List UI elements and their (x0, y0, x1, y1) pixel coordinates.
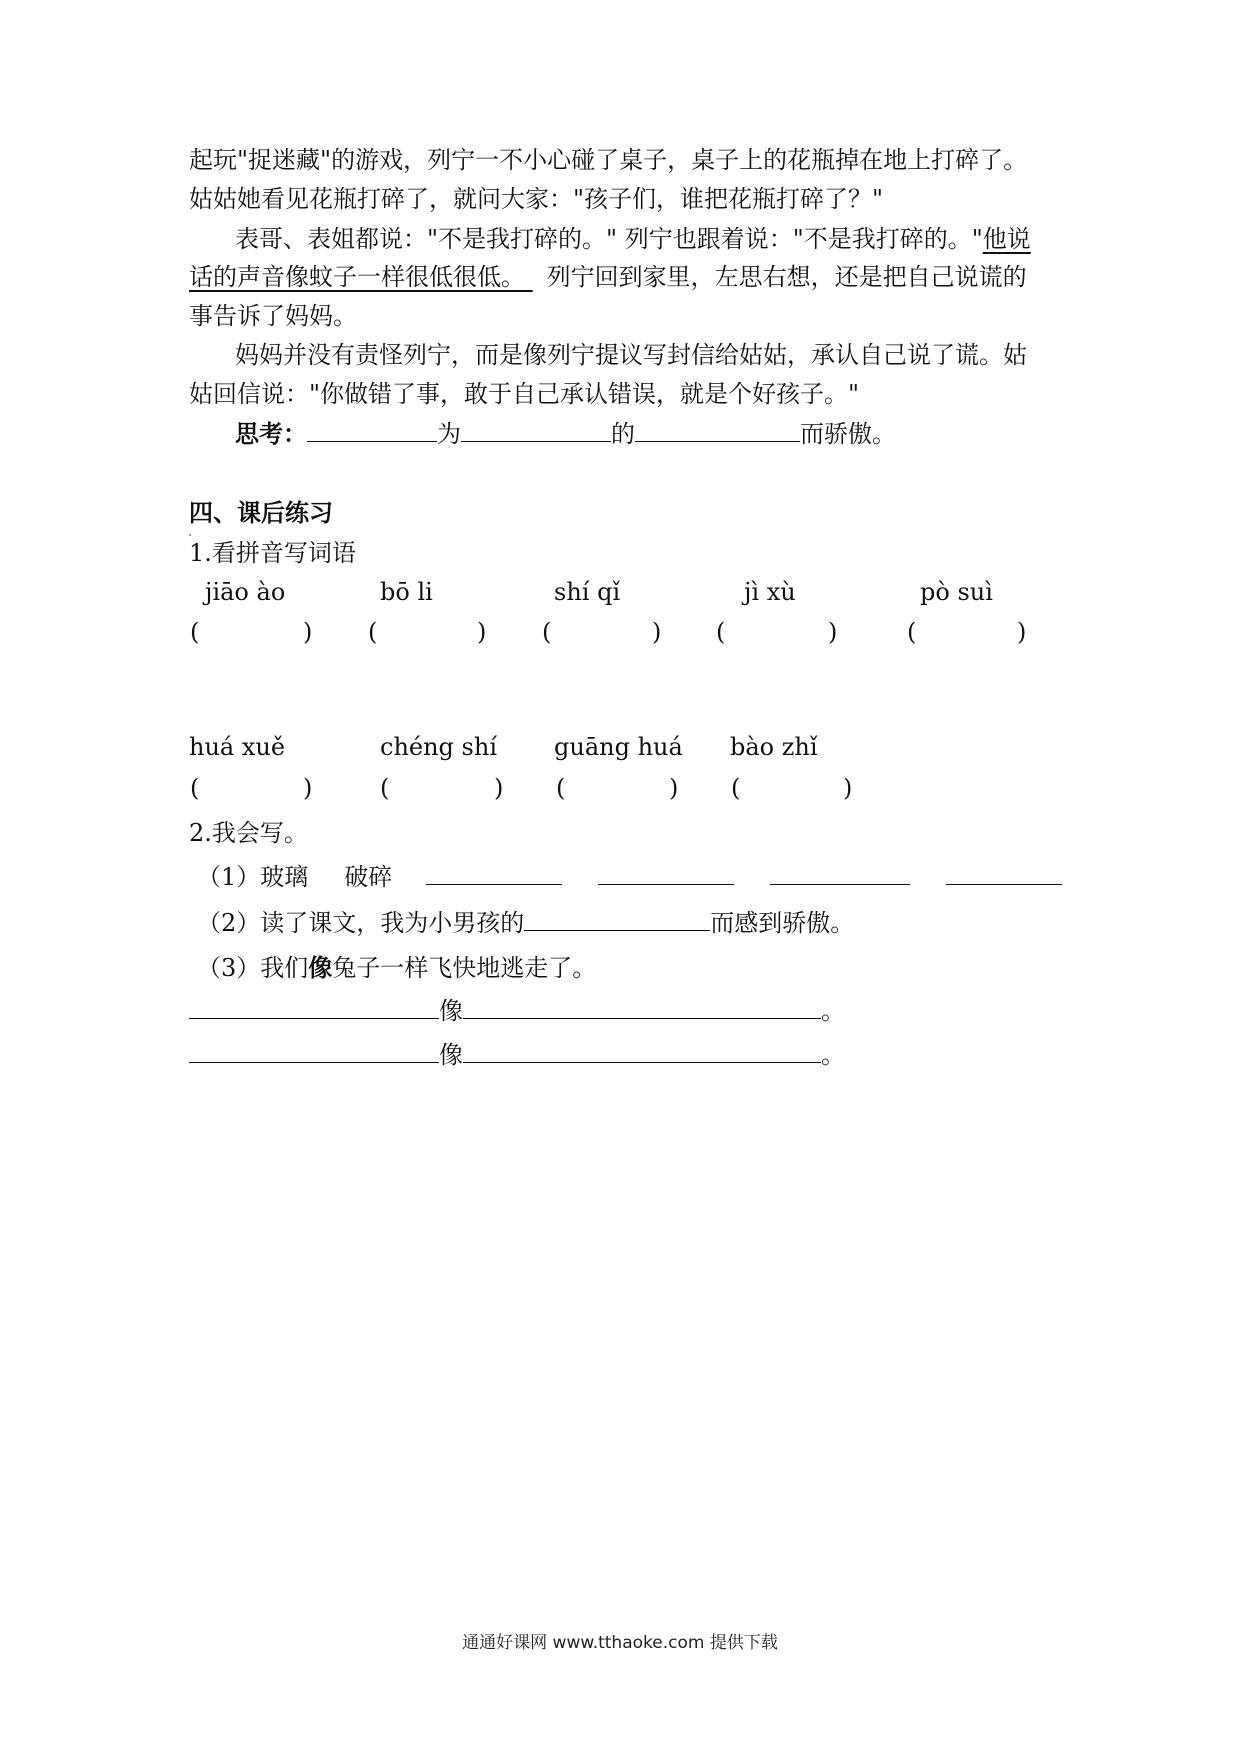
story-text: 列宁回到家里，左思右想，还是把自己说谎的 (539, 263, 1027, 291)
q2-1-blank-3[interactable] (770, 862, 910, 885)
think-blank-1[interactable] (307, 419, 437, 442)
question-1-title: 1.看拼音写词语 (189, 539, 356, 567)
xiang-word: 像 (439, 997, 463, 1025)
think-blank-2[interactable] (461, 419, 611, 442)
story-paragraph-3-line-1: 妈妈并没有责怪列宁，而是像列宁提议写封信给姑姑，承认自己说了谎。姑 (235, 341, 1027, 369)
sentence-writing-line-2 (189, 1040, 845, 1070)
story-paragraph-1-line-1: 起玩"捉迷藏"的游戏，列宁一不小心碰了桌子，桌子上的花瓶掉在地上打碎了。 (189, 146, 1028, 174)
sentence-blank-object[interactable] (463, 1040, 821, 1063)
q2-2-blank[interactable] (524, 908, 710, 931)
answer-paren-close: ) (303, 774, 313, 802)
sentence-writing-line-1 (189, 996, 845, 1026)
period: 。 (821, 997, 845, 1025)
question-2-3 (197, 953, 596, 983)
pinyin-item: shí qǐ (554, 578, 621, 606)
think-question (235, 419, 896, 449)
q2-3-bold-word: 像 (308, 953, 333, 982)
story-paragraph-2-line-3: 事告诉了妈妈。 (189, 302, 357, 330)
answer-paren-open: ( (731, 774, 741, 802)
answer-paren-close: ) (494, 774, 504, 802)
q2-1-blank-4[interactable] (946, 862, 1062, 885)
answer-paren-open: ( (190, 618, 200, 646)
story-paragraph-2-line-2 (189, 262, 1027, 292)
q2-1-blank-1[interactable] (426, 862, 562, 885)
q2-1-blank-2[interactable] (598, 862, 734, 885)
story-paragraph-2-line-1 (235, 224, 1031, 254)
q2-2-text-end: 而感到骄傲。 (710, 909, 855, 937)
xiang-word: 像 (439, 1041, 463, 1069)
period: 。 (821, 1041, 845, 1069)
answer-paren-close: ) (303, 618, 313, 646)
stray-dot (189, 534, 191, 536)
pinyin-item: jiāo ào (205, 578, 286, 606)
answer-paren-open: ( (380, 774, 390, 802)
section-title: 四、课后练习 (189, 498, 333, 527)
underline-tail (525, 262, 539, 292)
think-word-end: 而骄傲。 (800, 420, 896, 448)
think-word-wei: 为 (437, 420, 461, 448)
q2-1-label: （1）玻璃 (197, 863, 309, 891)
answer-paren-close: ) (652, 618, 662, 646)
answer-paren-close: ) (669, 774, 679, 802)
q2-3-text: （3）我们 (197, 954, 309, 982)
answer-paren-close: ) (843, 774, 853, 802)
pinyin-item: chéng shí (380, 733, 497, 761)
answer-paren-open: ( (542, 618, 552, 646)
story-paragraph-3-line-2: 姑回信说："你做错了事，敢于自己承认错误，就是个好孩子。" (189, 380, 860, 408)
answer-paren-close: ) (1017, 618, 1027, 646)
pinyin-item: huá xuě (189, 733, 286, 761)
sentence-blank-object[interactable] (463, 996, 821, 1019)
pinyin-item: jì xù (744, 578, 796, 606)
q2-2-text: （2）读了课文，我为小男孩的 (197, 909, 525, 937)
answer-paren-open: ( (907, 618, 917, 646)
sentence-blank-subject[interactable] (189, 1040, 439, 1063)
pinyin-item: pò suì (920, 578, 993, 606)
question-2-title: 2.我会写。 (189, 819, 308, 847)
think-label: 思考： (235, 419, 307, 448)
story-text: 表哥、表姐都说："不是我打碎的。" 列宁也跟着说："不是我打碎的。" (235, 225, 983, 253)
q2-1-word: 破碎 (344, 863, 393, 891)
story-paragraph-1-line-2: 姑姑她看见花瓶打碎了，就问大家："孩子们，谁把花瓶打碎了？" (189, 185, 884, 213)
pinyin-item: bào zhǐ (730, 733, 818, 761)
think-blank-3[interactable] (635, 419, 800, 442)
answer-paren-open: ( (716, 618, 726, 646)
question-2-2 (197, 908, 854, 938)
q2-3-text-end: 兔子一样飞快地逃走了。 (332, 954, 597, 982)
answer-paren-open: ( (190, 774, 200, 802)
answer-paren-open: ( (556, 774, 566, 802)
pinyin-item: bō li (380, 578, 433, 606)
think-word-de: 的 (611, 420, 635, 448)
sentence-blank-subject[interactable] (189, 996, 439, 1019)
answer-paren-close: ) (477, 618, 487, 646)
underlined-sentence-start: 他说 (982, 225, 1031, 253)
answer-paren-open: ( (368, 618, 378, 646)
question-2-1 (197, 862, 1062, 892)
underlined-sentence: 话的声音像蚊子一样很低很低。 (189, 263, 525, 291)
answer-paren-close: ) (828, 618, 838, 646)
footer-credit: 通通好课网 www.tthaoke.com 提供下载 (462, 1633, 778, 1653)
pinyin-item: guāng huá (554, 733, 683, 761)
